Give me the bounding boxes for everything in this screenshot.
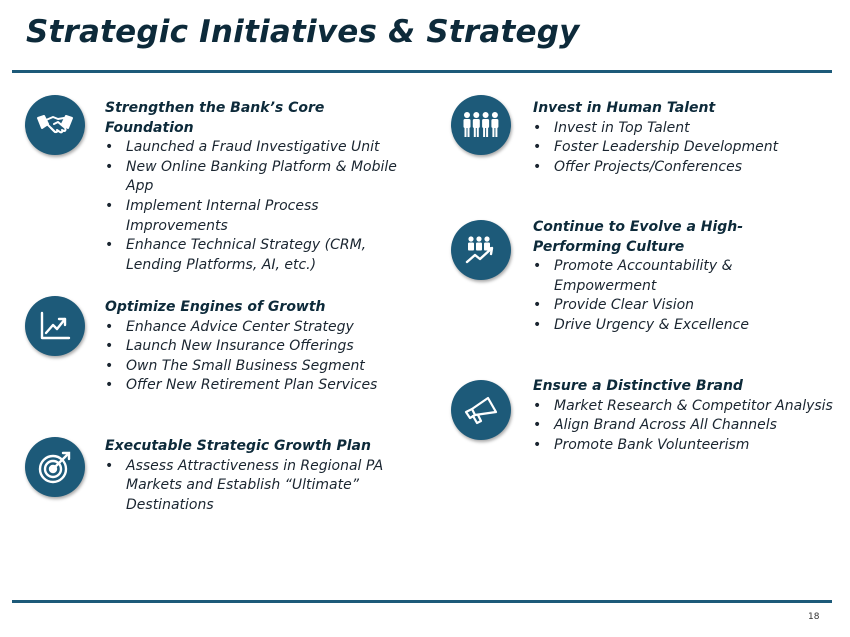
target-icon (25, 437, 85, 497)
list-item: • Provide Clear Vision (533, 296, 818, 316)
handshake-icon (25, 95, 85, 155)
bullet-list (105, 138, 405, 275)
bullet-list (533, 397, 833, 456)
team-growth-icon (451, 220, 511, 280)
list-item: • Market Research & Competitor Analysis (533, 397, 833, 417)
section-title: Optimize Engines of Growth (105, 299, 326, 315)
section-strategic-growth-plan (105, 437, 405, 515)
section-title: Strengthen the Bank’s Core Foundation (105, 100, 325, 136)
list-item: • Drive Urgency & Excellence (533, 316, 818, 336)
bullet-list (105, 318, 405, 396)
page-number: 18 (808, 612, 820, 622)
growth-chart-icon (25, 296, 85, 356)
list-item: • Enhance Advice Center Strategy (105, 318, 405, 338)
list-item: • New Online Banking Platform & Mobile App (105, 158, 405, 197)
list-item: • Promote Bank Volunteerism (533, 436, 833, 456)
list-item: • Launch New Insurance Offerings (105, 337, 405, 357)
page-title: Strategic Initiatives & Strategy (26, 14, 580, 50)
bullet-list (105, 457, 405, 516)
bullet-list (533, 119, 818, 178)
bullet-list (533, 257, 818, 335)
list-item: • Align Brand Across All Channels (533, 416, 833, 436)
section-human-talent (533, 99, 818, 177)
section-distinctive-brand (533, 377, 833, 455)
section-title: Invest in Human Talent (533, 100, 716, 116)
list-item: • Offer New Retirement Plan Services (105, 376, 405, 396)
section-core-foundation (105, 99, 405, 275)
section-title: Executable Strategic Growth Plan (105, 438, 371, 454)
list-item: • Launched a Fraud Investigative Unit (105, 138, 405, 158)
section-high-performing-culture (533, 218, 818, 336)
section-title: Ensure a Distinctive Brand (533, 378, 743, 394)
list-item: • Assess Attractiveness in Regional PA Markets and Establish “Ultimate” Destinations (105, 457, 405, 516)
list-item: • Own The Small Business Segment (105, 357, 405, 377)
section-engines-of-growth (105, 298, 405, 396)
list-item: • Offer Projects/Conferences (533, 158, 818, 178)
list-item: • Enhance Technical Strategy (CRM, Lending Platforms, AI, etc.) (105, 236, 405, 275)
list-item: • Promote Accountability & Empowerment (533, 257, 818, 296)
title-divider (12, 70, 832, 73)
list-item: • Invest in Top Talent (533, 119, 818, 139)
footer-divider (12, 600, 832, 603)
megaphone-icon (451, 380, 511, 440)
list-item: • Implement Internal Process Improvements (105, 197, 405, 236)
team-icon (451, 95, 511, 155)
list-item: • Foster Leadership Development (533, 138, 818, 158)
section-title: Continue to Evolve a High-Performing Culture (533, 219, 744, 255)
